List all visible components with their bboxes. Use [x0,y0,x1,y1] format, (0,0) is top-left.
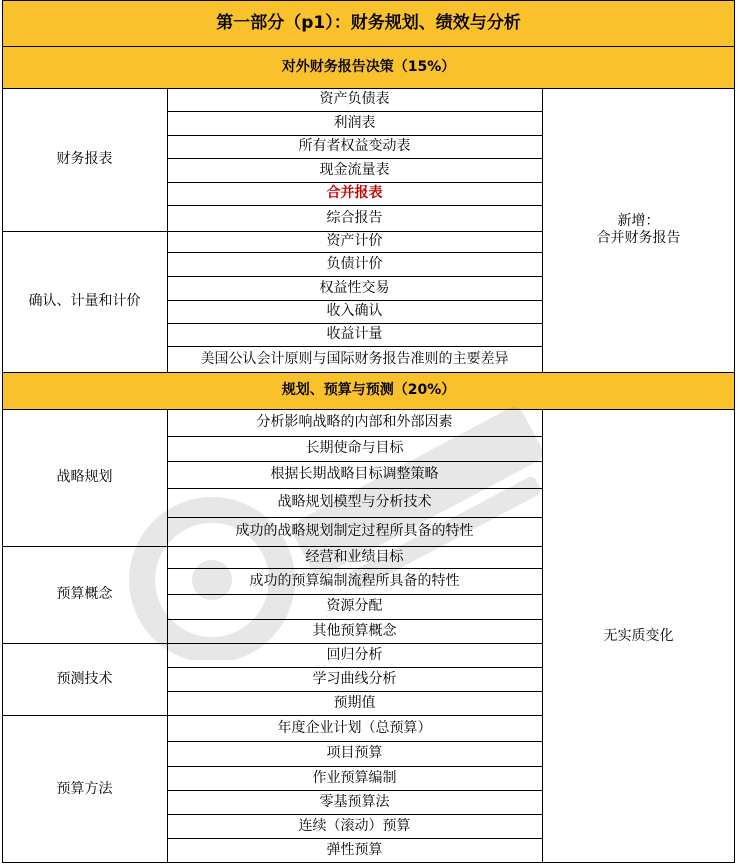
list-item: 连续（滚动）预算 [298,817,411,834]
highlighted-item: 合并报表 [326,185,383,202]
list-item: 收益计量 [326,326,383,343]
group-label-budgeting-concepts: 预算概念 [56,586,113,603]
list-item: 战略规划模型与分析技术 [277,494,432,511]
list-item: 弹性预算 [326,842,383,859]
row-divider [167,814,543,815]
list-item: 零基预算法 [319,793,390,810]
list-item: 学习曲线分析 [312,670,397,687]
divider [2,88,735,89]
list-item: 作业预算编制 [312,769,397,786]
list-item: 项目预算 [326,745,383,762]
section1-note-line1: 新增： [617,213,660,230]
row-divider [167,741,543,742]
list-item: 权益性交易 [319,279,390,296]
list-item: 经营和业绩目标 [305,548,404,565]
divider [2,409,735,410]
section2-header: 规划、预算与预测（20%） [2,372,735,409]
list-item: 年度企业计划（总预算） [277,719,432,736]
row-divider [167,790,543,791]
list-item: 分析影响战略的内部和外部因素 [256,414,453,431]
row-divider [167,158,543,159]
border-right [734,0,735,863]
divider [2,46,735,47]
list-item: 收入确认 [326,303,383,320]
section1-note [542,88,735,372]
group-divider [2,715,543,716]
border-top [2,0,735,1]
row-divider [167,691,543,692]
row-divider [167,111,543,112]
row-divider [167,517,543,518]
group-label-recognition-measurement: 确认、计量和计价 [28,293,141,310]
column-divider [167,88,168,372]
group-divider [2,231,543,232]
page-title: 第一部分（p1）：财务规划、绩效与分析 [2,0,735,46]
section2-note: 无实质变化 [603,627,674,644]
row-divider [167,252,543,253]
row-divider [167,619,543,620]
row-divider [167,667,543,668]
group-label-forecasting-techniques: 预测技术 [56,670,113,687]
column-divider [167,409,168,863]
row-divider [167,838,543,839]
border-bottom [2,862,735,863]
row-divider [167,461,543,462]
group-label-budgeting-methods: 预算方法 [56,780,113,797]
row-divider [167,594,543,595]
group-label-financial-statements: 财务报表 [56,151,113,168]
row-divider [167,205,543,206]
list-item: 利润表 [333,114,376,131]
row-divider [167,436,543,437]
group-divider [2,546,543,547]
list-item: 资源分配 [326,598,383,615]
section1-header: 对外财务报告决策（15%） [2,46,735,88]
list-item: 其他预算概念 [312,622,397,639]
row-divider [167,346,543,347]
list-item: 现金流量表 [319,161,390,178]
section1-note-line2: 合并财务报告 [596,230,681,246]
list-item: 根据长期战略目标调整策略 [270,466,439,483]
document-table [2,0,735,865]
row-divider [167,300,543,301]
row-divider [167,488,543,489]
row-divider [167,182,543,183]
list-item: 美国公认会计原则与国际财务报告准则的主要差异 [200,350,509,367]
row-divider [167,766,543,767]
list-item: 长期使命与目标 [305,440,404,457]
list-item: 回归分析 [326,646,383,663]
list-item: 预期值 [333,694,376,711]
border-left [2,0,3,863]
list-item: 所有者权益变动表 [298,138,411,155]
row-divider [167,276,543,277]
group-divider [2,643,543,644]
row-divider [167,323,543,324]
group-label-strategic-planning: 战略规划 [56,469,113,486]
list-item: 综合报告 [326,209,383,226]
list-item: 负债计价 [326,255,383,272]
row-divider [167,135,543,136]
divider [2,372,735,373]
row-divider [167,568,543,569]
column-divider [542,88,543,372]
list-item: 成功的战略规划制定过程所具备的特性 [235,523,474,540]
list-item: 成功的预算编制流程所具备的特性 [249,572,460,589]
list-item: 资产计价 [326,233,383,250]
column-divider [542,409,543,863]
list-item: 资产负债表 [319,91,390,108]
